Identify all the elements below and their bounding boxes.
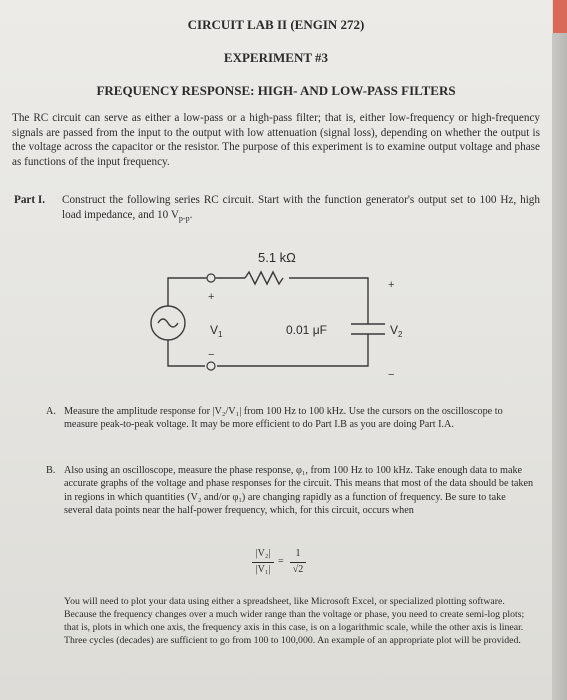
half-power-equation (252, 548, 332, 588)
eq-bar-right (290, 562, 306, 563)
part1-end: . (189, 208, 193, 221)
v1-minus: − (208, 349, 215, 361)
capacitor-label: 0.01 μF (286, 323, 327, 337)
v2-minus: − (388, 369, 395, 381)
right-bottom-wire (217, 334, 368, 366)
left-top-wire (168, 278, 205, 306)
v1-plus: + (208, 291, 215, 303)
rc-circuit-diagram (130, 242, 430, 392)
part1-body: Construct the following series RC circuit. Start with the function generator's output set to 100 Hz, high load impedance, and 10 V (62, 194, 540, 221)
v2-label: $V_2$ (390, 323, 403, 339)
item-a-label: A. (46, 406, 56, 417)
resistor-icon (245, 272, 283, 284)
red-tab (553, 0, 567, 33)
eq-num-left: |V₂| (255, 548, 271, 559)
capacitor-icon (351, 324, 385, 334)
sine-wave-icon (158, 319, 178, 327)
part1-text (62, 193, 540, 226)
experiment-title: FREQUENCY RESPONSE: HIGH- AND LOW-PASS FILTERS (96, 83, 456, 98)
experiment-number: EXPERIMENT #3 (223, 50, 329, 65)
eq-equals: = (278, 556, 284, 567)
v1-label: $V_1$ (210, 323, 223, 339)
course-title: CIRCUIT LAB II (ENGIN 272) (187, 17, 365, 32)
item-b-label: B. (46, 465, 56, 476)
closing-paragraph: You will need to plot your data using either a spreadsheet, like Microsoft Excel, or specialized plotting software. Because the frequency changes over a much wider range than the voltage or phase, you need to create semi-log plots; that is, plots in which one axis, the frequency axis in this case, is on a logarithmic scale, while the other axis is linear. Three cycles (decades) are sufficient to go from 100 to 100,000. An example of an appropriate plot will be provided. (64, 596, 525, 646)
terminal-bottom-icon (207, 362, 215, 370)
v2-plus: + (388, 279, 395, 291)
terminal-top-icon (207, 274, 215, 282)
eq-num-right: 1 (295, 548, 301, 559)
eq-bar-left (252, 562, 274, 563)
item-b-text: Also using an oscilloscope, measure the phase response, φ₁, from 100 Hz to 100 kHz. Take enough data to make accurate graphs of the voltage and phase responses for the circuit. This means that most of the data should be taken in regions in which quantities (V₂ and/or φ₁) are changing rapidly as a function of frequency. Be sure to take several data points near the half-power frequency, which, for this circuit, occurs when (64, 465, 534, 517)
eq-den-left: |V₁| (255, 564, 271, 575)
intro-paragraph: The RC circuit can serve as either a low-pass or a high-pass filter; that is, either low-frequency or high-frequency signals are passed from the input to the output with low attenuation (signal loss), depending on whether the output is the voltage across the capacitor or the resistor. The purpose of this experiment is to examine output voltage and phase as functions of the input frequency. (12, 112, 540, 168)
left-bottom-wire (168, 340, 205, 366)
item-a-text: Measure the amplitude response for |V₂/V₁| from 100 Hz to 100 kHz. Use the cursors on the oscilloscope to measure peak-to-peak voltage. It may be more efficient to do Part I.B as you are doing Part I.A. (64, 406, 503, 431)
right-top-wire (289, 278, 368, 324)
resistor-label: 5.1 kΩ (258, 250, 296, 265)
page-edge (552, 33, 567, 700)
eq-den-right: √2 (292, 564, 304, 575)
part1-label: Part I. (14, 194, 46, 206)
part1-subscript: p-p (178, 213, 190, 223)
